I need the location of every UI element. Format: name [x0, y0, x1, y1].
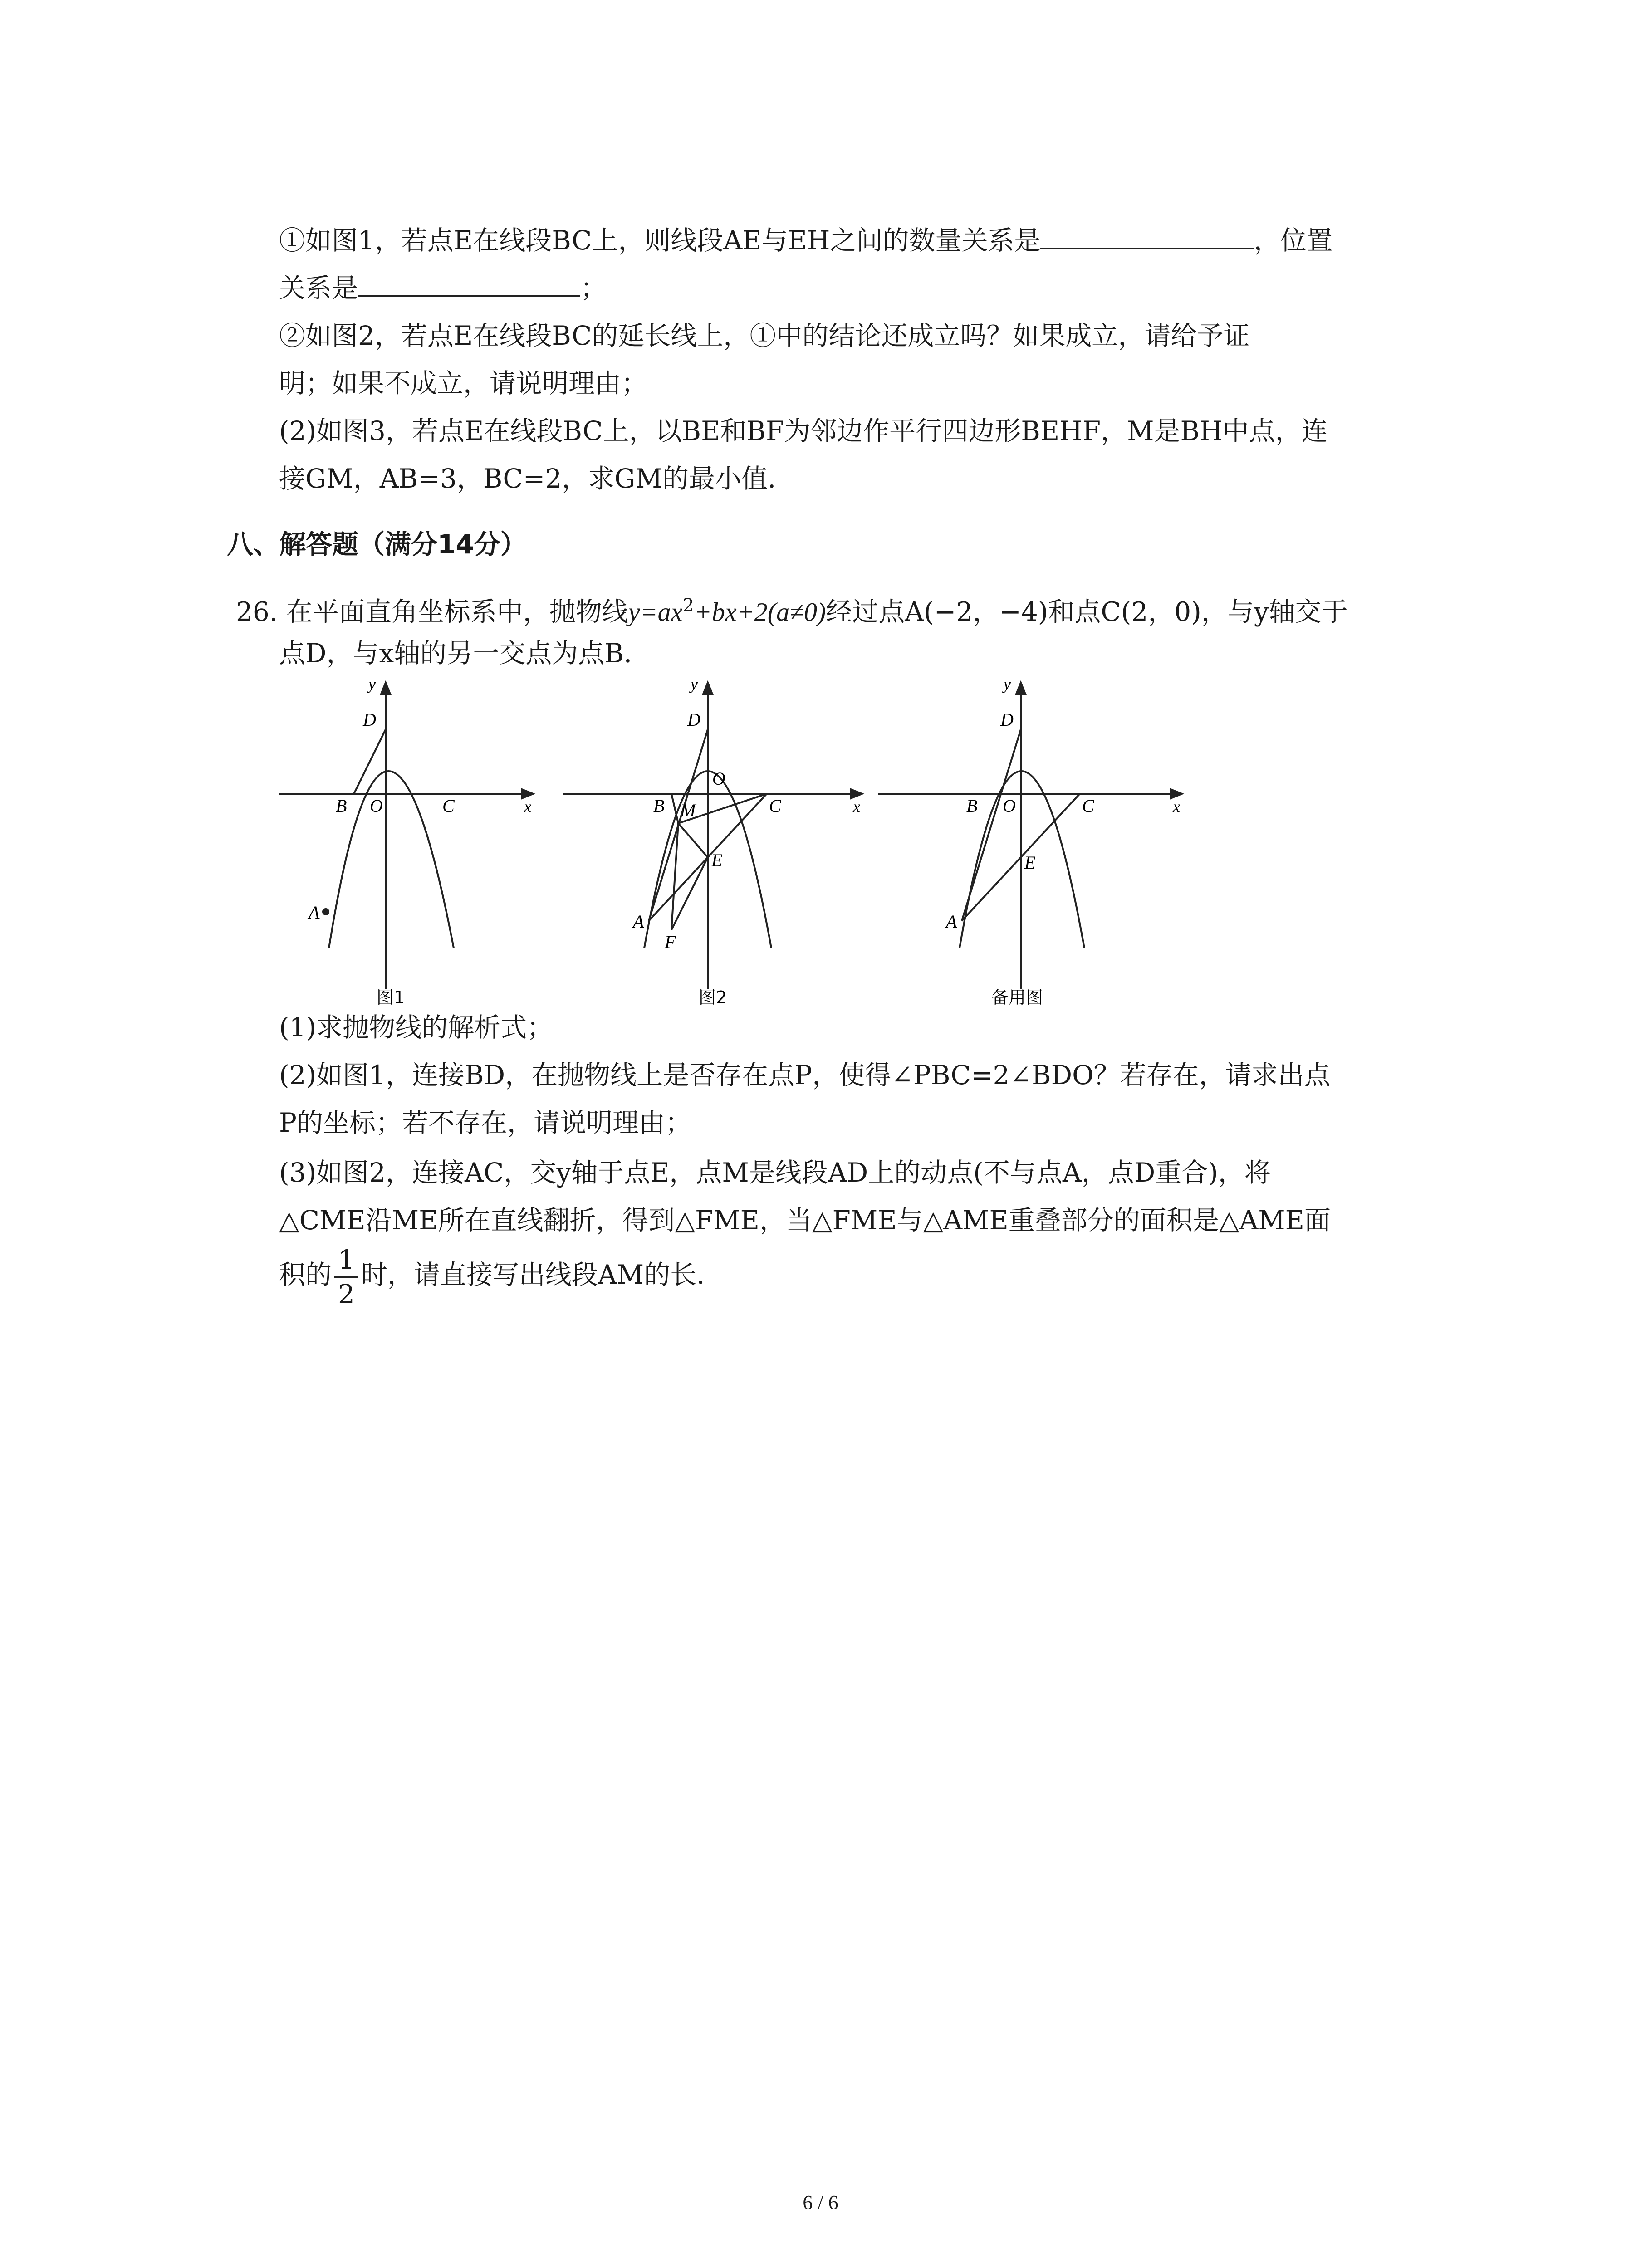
q25-line-4: 明；如果不成立，请说明理由；: [279, 368, 648, 399]
fig1-x-arrow: [522, 789, 533, 798]
q26-sub3-line-1: (3)如图2，连接AC，交y轴于点E，点M是线段AD上的动点(不与点A，点D重合)，将: [279, 1157, 1271, 1188]
fig2-label-f: F: [665, 932, 676, 952]
fig1-y-arrow: [381, 683, 390, 694]
fig1-caption: 图1: [377, 987, 405, 1007]
fig1-segment-bd: [354, 729, 386, 794]
fig2-x-arrow: [851, 789, 862, 798]
fig1-label-c: C: [442, 796, 455, 816]
fig2-label-m: M: [681, 800, 696, 821]
fig1-parabola: [329, 771, 454, 948]
fig2-label-d: D: [687, 709, 700, 730]
fig3-label-c: C: [1082, 796, 1094, 816]
q25-line-2: [279, 270, 607, 306]
q26-sub1: (1)求抛物线的解析式；: [279, 1012, 554, 1043]
fig3-caption: 备用图: [991, 987, 1043, 1007]
fig2-label-c: C: [769, 796, 781, 816]
fig1-label-y: y: [368, 676, 376, 693]
fig3-label-o: O: [1003, 796, 1016, 816]
fraction-one-half: [334, 1243, 358, 1310]
q26-sub3-line-3: [279, 1238, 723, 1311]
fig2-label-a: A: [633, 911, 644, 932]
fig1-label-o: O: [370, 796, 383, 816]
q25-line-6: 接GM，AB=3，BC=2，求GM的最小值．: [279, 463, 794, 494]
q25-line-1: [279, 222, 1332, 259]
q26-number: 26.: [236, 596, 278, 627]
fig2-segment-me: [678, 823, 708, 857]
fig1-label-a: A: [309, 902, 320, 923]
fig2-label-e: E: [711, 850, 723, 870]
answer-blank-position[interactable]: [358, 273, 580, 297]
figure-1: [279, 683, 533, 989]
q26-sub2-line-2: P的坐标；若不存在，请说明理由；: [279, 1107, 692, 1138]
q26-sub3-pre: 积的: [279, 1259, 332, 1290]
fig2-label-b: B: [653, 796, 665, 816]
fig2-segment-fe: [671, 857, 708, 930]
q26-sub3-post: 时，请直接写出线段AM的长．: [361, 1259, 723, 1290]
fraction-numerator: 1: [334, 1243, 358, 1278]
q26-formula-b: +bx+2(a≠0): [694, 597, 826, 627]
fig1-label-x: x: [524, 797, 531, 816]
figures-row: [272, 676, 1202, 1007]
q25-relation-label: 关系是: [279, 273, 358, 303]
fig3-label-e: E: [1024, 852, 1036, 873]
q26-stem-b: 经过点A(−2，−4)和点C(2，0)，与y轴交于: [826, 596, 1348, 627]
fig2-caption: 图2: [699, 987, 727, 1007]
fig2-segment-mf: [671, 823, 678, 930]
fig3-y-arrow: [1016, 683, 1025, 694]
fig3-x-arrow: [1171, 789, 1182, 798]
q26-stem-a: 在平面直角坐标系中，抛物线: [286, 596, 628, 627]
fig3-label-a: A: [946, 911, 957, 932]
figure-2: [563, 683, 862, 989]
q26-sub3-line-2: △CME沿ME所在直线翻折，得到△FME，当△FME与△AME重叠部分的面积是△AME面: [279, 1205, 1331, 1236]
section-heading: 八、解答题（满分14分）: [227, 529, 527, 560]
fig3-label-y: y: [1004, 676, 1011, 693]
fig3-parabola: [960, 771, 1084, 948]
q25-part1-position-text: ，位置: [1254, 225, 1333, 256]
fig3-label-b: B: [966, 796, 978, 816]
q25-line-5: (2)如图3，若点E在线段BC上，以BE和BF为邻边作平行四边形BEHF，M是BH中点，连: [279, 415, 1328, 446]
q26-sub2-line-1: (2)如图1，连接BD，在抛物线上是否存在点P，使得∠PBC=2∠BDO？若存在，请求出点: [279, 1060, 1331, 1090]
fig2-label-y: y: [691, 676, 698, 693]
fig3-label-d: D: [1000, 709, 1014, 730]
figure-3: [878, 683, 1182, 989]
q25-line-3: ②如图2，若点E在线段BC的延长线上，①中的结论还成立吗？如果成立，请给予证: [279, 320, 1250, 351]
q26-stem-line-1: [236, 587, 1348, 630]
fig2-y-arrow: [703, 683, 712, 694]
fig1-label-d: D: [363, 709, 376, 730]
page-number: 6 / 6: [803, 2191, 838, 2214]
q25-part1-text: ①如图1，若点E在线段BC上，则线段AE与EH之间的数量关系是: [279, 225, 1041, 256]
fraction-denominator: 2: [338, 1278, 355, 1310]
fig3-label-x: x: [1173, 797, 1180, 816]
fig2-label-x: x: [853, 797, 860, 816]
fig3-segment-ad: [962, 729, 1021, 921]
q26-formula-exponent: 2: [682, 595, 694, 616]
fig1-label-b: B: [336, 796, 347, 816]
q25-semicolon: ；: [580, 273, 607, 303]
q26-formula-a: y=ax: [628, 597, 683, 627]
fig1-point-a: [323, 909, 328, 914]
answer-blank-quantity[interactable]: [1040, 225, 1254, 249]
q26-stem-line-2: 点D，与x轴的另一交点为点B．: [279, 638, 650, 669]
fig2-label-o: O: [712, 768, 725, 789]
